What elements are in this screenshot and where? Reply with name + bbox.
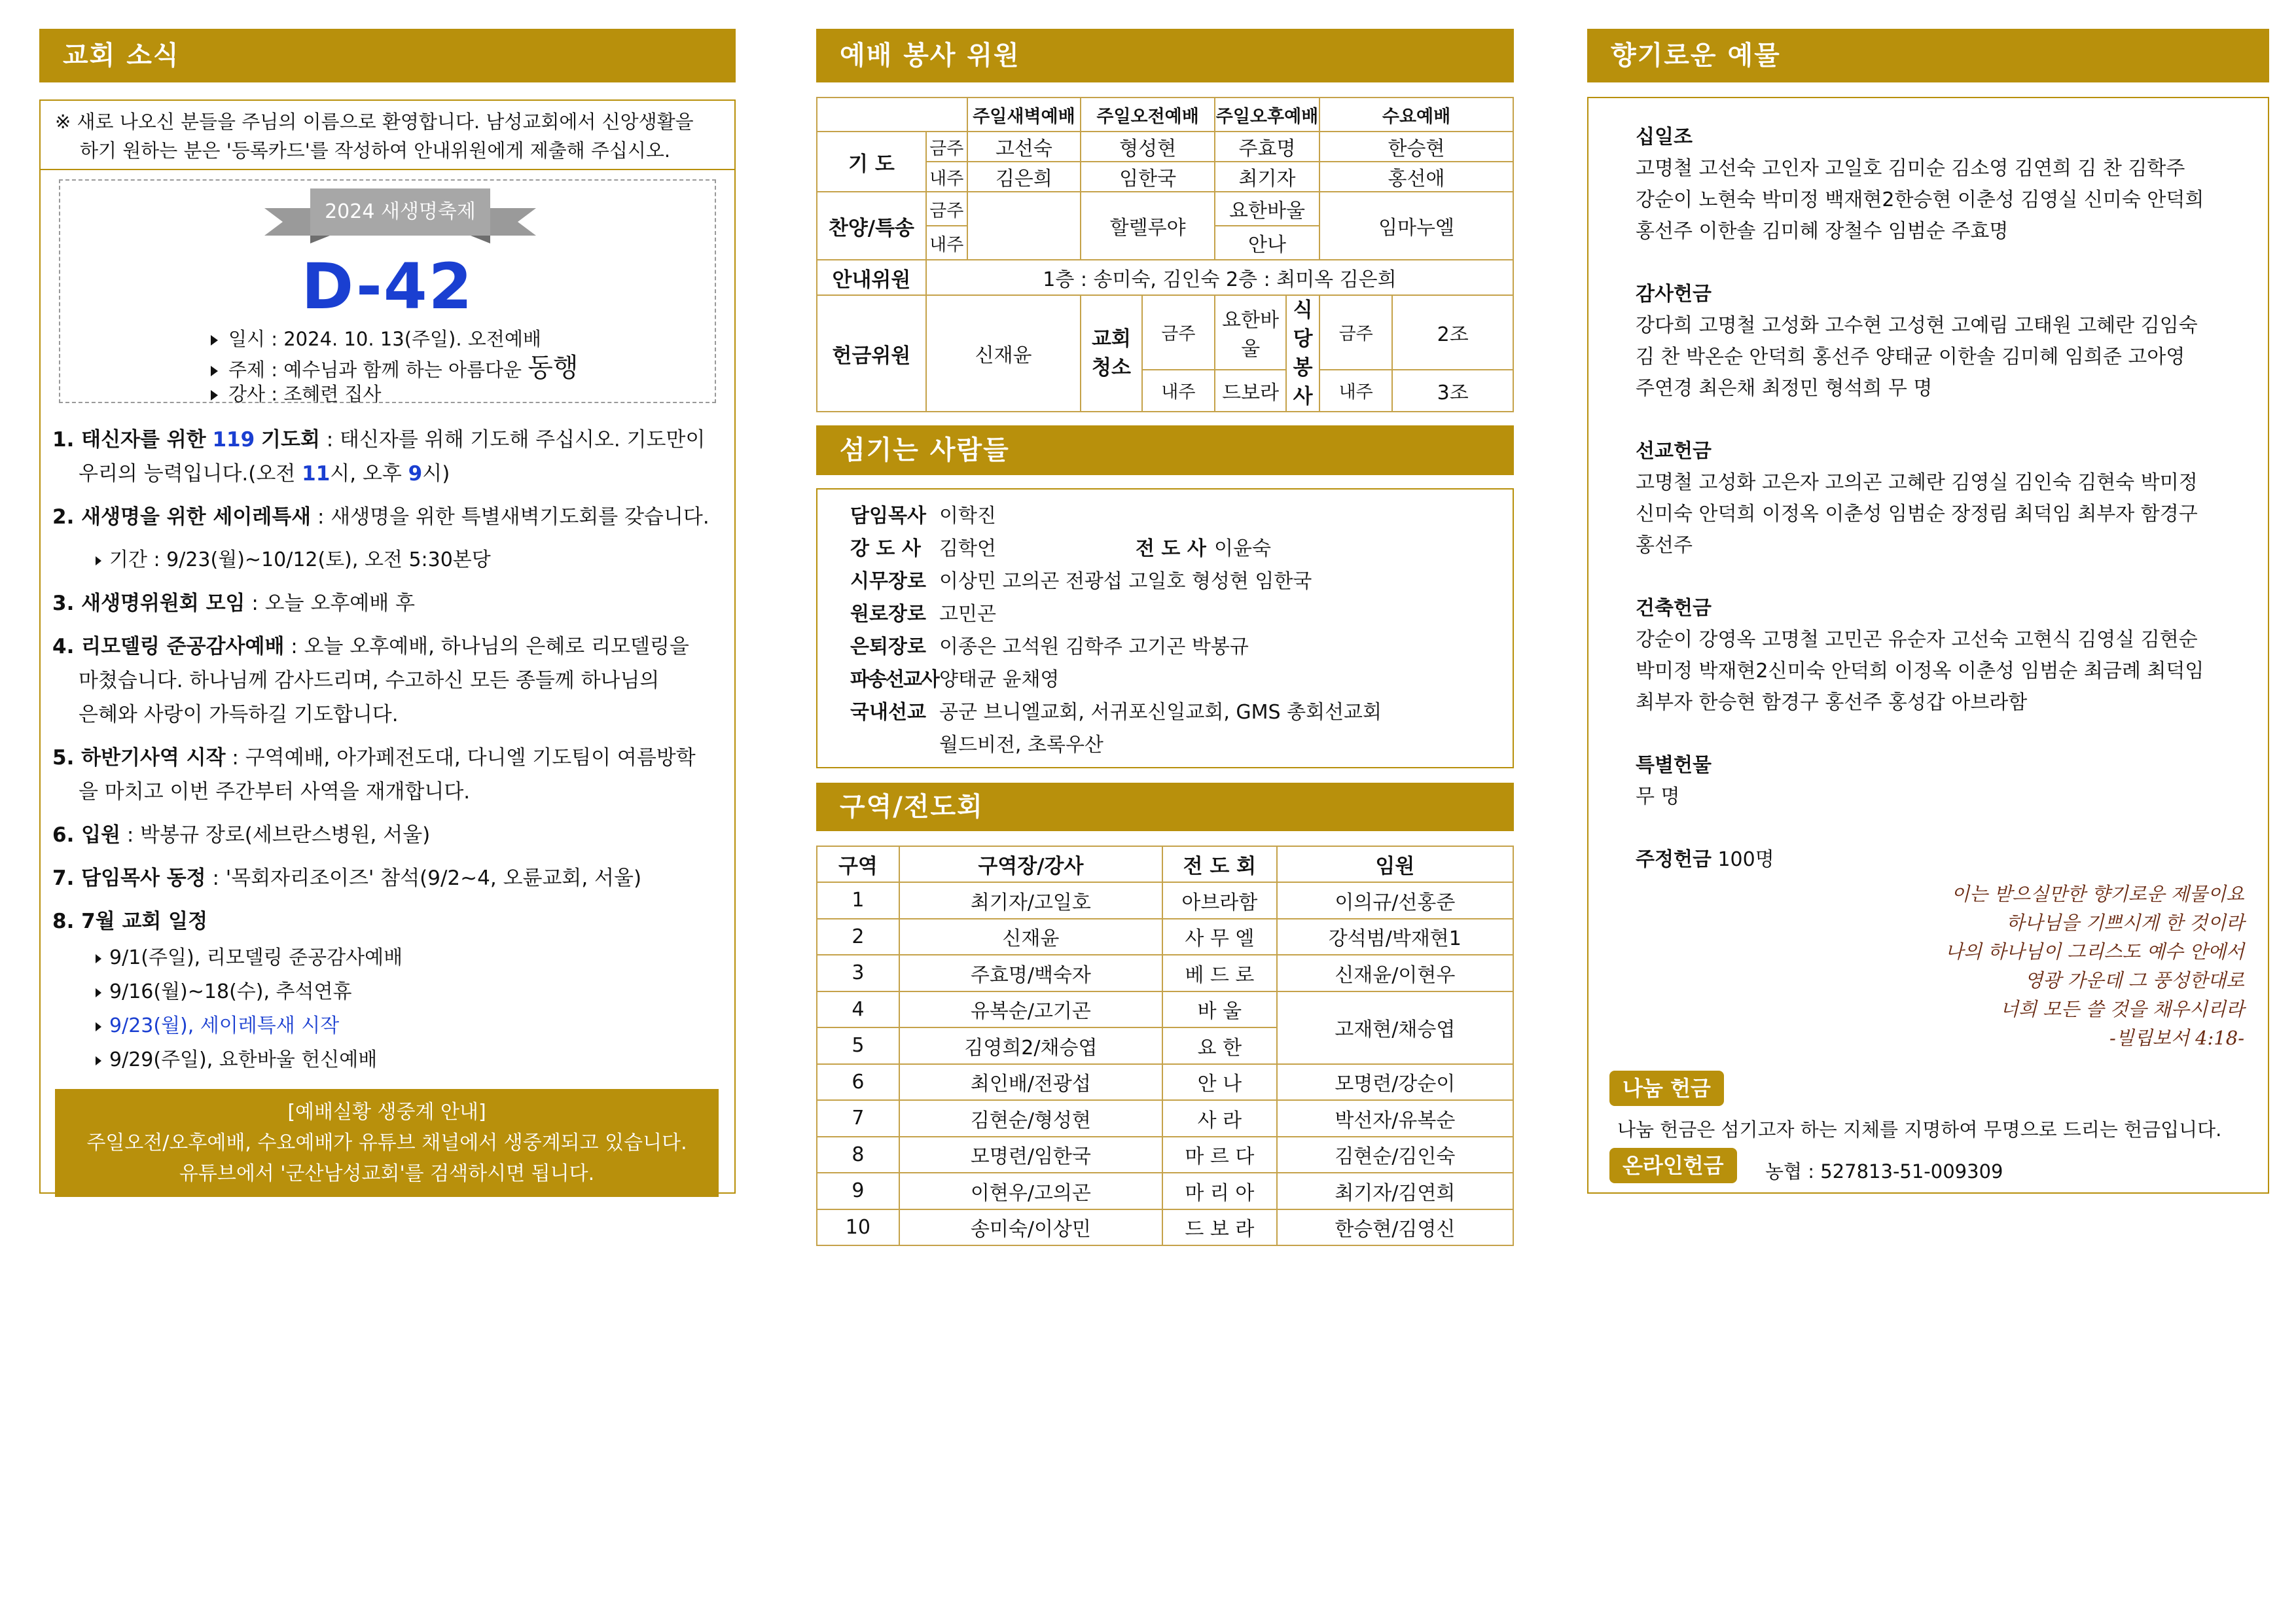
people-names: 김학언 <box>939 537 996 560</box>
col-leader: 구역장/강사 <box>899 846 1162 882</box>
districts-header: 구역/전도회 <box>816 783 1514 831</box>
choir-cell: 임마누엘 <box>1319 192 1513 260</box>
service-header-row <box>817 98 1513 132</box>
cell: 10 <box>817 1209 899 1246</box>
schedule-item <box>52 975 719 1009</box>
special-label: 특별헌물 <box>1636 754 1712 777</box>
event-speaker <box>211 381 382 407</box>
thanks-names: 주연경 최은채 최정민 형석희 무 명 <box>1636 377 1933 400</box>
cell: 요 한 <box>1162 1027 1277 1064</box>
table-row <box>817 1209 1513 1246</box>
schedule-text: 9/1(주일), 리모델링 준공감사예배 <box>109 946 403 969</box>
news-item-7 <box>52 861 719 895</box>
tithe-label: 십일조 <box>1636 126 1693 149</box>
bullet-triangle-icon <box>211 366 218 376</box>
item-text: : 오늘 오후예배, 하나님의 은혜로 리모델링을 <box>284 635 689 658</box>
schedule-item <box>52 1043 719 1077</box>
cell: 신재윤 <box>899 919 1162 955</box>
cell: 1 <box>817 882 899 919</box>
next-week-label: 내주 <box>1142 370 1215 412</box>
cell: 최인배/전광섭 <box>899 1064 1162 1101</box>
bullet-triangle-icon <box>96 988 101 997</box>
people-names: 이학진 <box>939 505 996 527</box>
tithe-names: 강순이 노현숙 박미정 백재현2한승현 이춘성 김영실 신미숙 안덕희 <box>1636 188 2204 211</box>
schedule-item <box>52 1009 719 1043</box>
live-stream-notice <box>55 1089 719 1197</box>
people-label: 원로장로 <box>850 603 926 626</box>
usher-label: 안내위원 <box>817 260 926 295</box>
news-item-5 <box>52 741 719 809</box>
spacer <box>1636 562 2268 593</box>
cleaning-cell: 요한바울 <box>1215 295 1286 370</box>
item-text: : 구역예배, 아가페전도대, 다니엘 기도팀이 여름방학 <box>225 746 696 770</box>
table-row <box>817 1100 1513 1137</box>
people-label: 파송선교사 <box>850 668 939 691</box>
people-label: 국내선교 <box>850 701 926 724</box>
cell: 마 리 아 <box>1162 1173 1277 1209</box>
table-row <box>817 1173 1513 1209</box>
table-row <box>817 955 1513 991</box>
tithe-names: 홍선주 이한솔 김미혜 장철수 임범순 주효명 <box>1636 220 2009 243</box>
spacer <box>1636 719 2268 750</box>
item-title: 1. 태신자를 위한 <box>52 428 206 452</box>
people-continuation: 월드비전, 초록우산 <box>939 734 1103 757</box>
people-label: 강 도 사 <box>850 537 921 560</box>
cell: 7 <box>817 1100 899 1137</box>
people-row <box>850 696 1513 729</box>
church-news-header: 교회 소식 <box>39 29 736 82</box>
sharing-offering-text: 나눔 헌금은 섬기고자 하는 지체를 지명하여 무명으로 드리는 헌금입니다. <box>1617 1118 2222 1141</box>
people-names: 이윤숙 <box>1214 537 1271 560</box>
cell: 고재현/채승엽 <box>1277 991 1513 1064</box>
news-item-6 <box>52 818 719 852</box>
people-label: 은퇴장로 <box>850 635 926 658</box>
choir-cell: 할렐루야 <box>1081 192 1215 260</box>
meal-label <box>1286 295 1319 412</box>
thanks-label: 감사헌금 <box>1636 283 1712 306</box>
people-names: 고민곤 <box>939 603 996 626</box>
col-mission-group: 전 도 회 <box>1162 846 1277 882</box>
item-sub-text: 기간 : 9/23(월)~10/12(토), 오전 5:30본당 <box>109 548 491 571</box>
cell: 최기자/고일호 <box>899 882 1162 919</box>
offering-header: 향기로운 예물 <box>1587 29 2269 82</box>
table-row <box>817 1064 1513 1101</box>
schedule-item <box>52 941 719 975</box>
bullet-triangle-icon <box>96 1056 101 1065</box>
item-title: 4. 리모델링 준공감사예배 <box>52 635 285 658</box>
service-header: 예배 봉사 위원 <box>816 29 1514 82</box>
people-row <box>850 631 1513 664</box>
people-label: 담임목사 <box>850 505 926 527</box>
item-continuation: 마쳤습니다. 하나님께 감사드리며, 수고하신 모든 종들께 하나님의 <box>79 669 660 692</box>
choir-cell: 요한바울 <box>1215 192 1319 226</box>
offering-column <box>1587 29 2269 1194</box>
bullet-triangle-icon <box>96 556 101 565</box>
offering-box <box>1587 97 2269 1194</box>
choir-label: 찬양/특송 <box>817 192 926 260</box>
choir-cell: 안나 <box>1215 226 1319 260</box>
people-list <box>817 490 1513 762</box>
people-names: 양태균 윤채영 <box>939 668 1060 691</box>
verse-line: 너희 모든 쓸 것을 채우시리라 <box>2000 998 2244 1020</box>
col-afternoon: 주일오후예배 <box>1215 98 1319 132</box>
item-highlight: 9 <box>408 462 423 486</box>
mission-names: 홍선주 <box>1636 534 1693 557</box>
cell: 최기자/김연희 <box>1277 1173 1513 1209</box>
cell: 바 울 <box>1162 991 1277 1028</box>
schedule-text: 9/16(월)~18(수), 추석연휴 <box>109 980 352 1003</box>
live-stream-line-1: 주일오전/오후예배, 수요예배가 유튜브 채널에서 생중계되고 있습니다. <box>86 1132 687 1154</box>
prayer-cell: 형성현 <box>1081 132 1215 162</box>
mission-names: 신미숙 안덕희 이정옥 이춘성 임범순 장정림 최덕임 최부자 함경구 <box>1636 503 2198 526</box>
cell: 베 드 로 <box>1162 955 1277 991</box>
item-text: : 태신자를 위해 기도해 주십시오. 기도만이 <box>319 428 706 452</box>
sharing-offering-badge: 나눔 헌금 <box>1609 1071 1724 1106</box>
item-title: 8. 7월 교회 일정 <box>52 910 208 933</box>
news-item-3 <box>52 586 719 620</box>
cell: 모명련/강순이 <box>1277 1064 1513 1101</box>
item-continuation <box>52 457 719 491</box>
cell: 이의규/선홍준 <box>1277 882 1513 919</box>
cell: 아브라함 <box>1162 882 1277 919</box>
event-theme-emphasis: 동행 <box>528 353 579 383</box>
mission-names: 고명철 고성화 고은자 고의곤 고혜란 김영실 김인숙 김현숙 박미정 <box>1636 471 2198 494</box>
people-row <box>850 598 1513 631</box>
this-week-label: 금주 <box>926 132 967 162</box>
cleaning-label <box>1081 295 1141 412</box>
people-names: 이상민 고의곤 전광섭 고일호 형성현 임한국 <box>939 570 1312 593</box>
item-title: 6. 입원 <box>52 823 121 847</box>
welcome-line-1: ※ 새로 나오신 분들을 주님의 이름으로 환영합니다. 남성교회에서 신앙생활을 <box>55 111 694 133</box>
table-row <box>817 882 1513 919</box>
bullet-triangle-icon <box>211 335 218 346</box>
cell: 김현순/김인숙 <box>1277 1137 1513 1173</box>
item-highlight: 11 <box>302 462 331 486</box>
dday-counter: D-42 <box>301 250 474 323</box>
people-label: 전 도 사 <box>1136 537 1206 560</box>
event-speaker-text: 강사 : 조혜련 집사 <box>228 383 382 405</box>
meal-cell: 2조 <box>1392 295 1513 370</box>
table-row <box>817 1137 1513 1173</box>
next-week-label: 내주 <box>1319 370 1392 412</box>
verse-line: 하나님을 기쁘시게 한 것이라 <box>2006 912 2244 934</box>
building-names: 강순이 강영옥 고명철 고민곤 유순자 고선숙 고현식 김영실 김현순 <box>1636 628 2198 651</box>
item-title: 7. 담임목사 동정 <box>52 866 206 890</box>
cell: 신재윤/이현우 <box>1277 955 1513 991</box>
tithe-names: 고명철 고선숙 고인자 고일호 김미순 김소영 김연희 김 찬 김학주 <box>1636 157 2185 180</box>
districts-header-row <box>817 846 1513 882</box>
cleaning-label-2: 청소 <box>1092 356 1131 380</box>
item-continuation: 을 마치고 이번 주간부터 사역을 재개합니다. <box>79 780 471 804</box>
cell: 3 <box>817 955 899 991</box>
event-theme <box>211 355 579 383</box>
choir-row-this <box>817 192 1513 226</box>
meal-cell: 3조 <box>1392 370 1513 412</box>
cell: 4 <box>817 991 899 1028</box>
choir-dawn-empty <box>967 192 1081 260</box>
cell: 9 <box>817 1173 899 1209</box>
service-table <box>816 97 1514 412</box>
item-title: 2. 새생명을 위한 세이레특새 <box>52 505 312 529</box>
scripture-verse <box>1945 880 2244 1052</box>
col-morning: 주일오전예배 <box>1081 98 1215 132</box>
people-names: 이종은 고석원 김학주 고기곤 박봉규 <box>939 635 1249 658</box>
col-wednesday: 수요예배 <box>1319 98 1513 132</box>
news-items <box>41 403 734 1077</box>
weekly-offering <box>1636 844 2268 876</box>
table-row <box>817 919 1513 955</box>
usher-cell: 1층 : 송미숙, 김인숙 2층 : 최미옥 김은희 <box>926 260 1513 295</box>
bullet-triangle-icon <box>96 1022 101 1031</box>
offering-cell: 신재윤 <box>926 295 1081 412</box>
prayer-cell: 주효명 <box>1215 132 1319 162</box>
building-names: 박미정 박재현2신미숙 안덕희 이정옥 이춘성 임범순 최금례 최덕임 <box>1636 660 2204 683</box>
event-date <box>211 326 541 352</box>
verse-line: 이는 받으실만한 향기로운 제물이요 <box>1951 883 2244 905</box>
cell: 김현순/형성현 <box>899 1100 1162 1137</box>
item-text: : 새생명을 위한 특별새벽기도회를 갖습니다. <box>311 505 709 529</box>
cell: 드 보 라 <box>1162 1209 1277 1246</box>
cell: 6 <box>817 1064 899 1101</box>
cell: 유복순/고기곤 <box>899 991 1162 1028</box>
live-stream-line-2: 유튜브에서 '군산남성교회'를 검색하시면 됩니다. <box>179 1162 595 1185</box>
event-theme-text: 주제 : 예수님과 함께 하는 아름다운 <box>228 359 522 381</box>
building-names: 최부자 한승현 함경구 홍선주 홍성갑 아브라함 <box>1636 691 2028 714</box>
weekly-label: 주정헌금 <box>1636 848 1712 871</box>
prayer-cell: 김은희 <box>967 162 1081 192</box>
people-header: 섬기는 사람들 <box>816 425 1514 475</box>
this-week-label: 금주 <box>926 192 967 226</box>
schedule-text: 9/29(주일), 요한바울 헌신예배 <box>109 1048 378 1071</box>
item-highlight: 119 <box>212 428 255 452</box>
people-row <box>850 533 1513 565</box>
people-row <box>850 500 1513 533</box>
cell: 김영희2/채승엽 <box>899 1027 1162 1064</box>
cell: 모명련/임한국 <box>899 1137 1162 1173</box>
cell: 주효명/백숙자 <box>899 955 1162 991</box>
table-row <box>817 991 1513 1028</box>
meal-label-1: 식당 <box>1293 298 1313 351</box>
cell: 박선자/유복순 <box>1277 1100 1513 1137</box>
people-row <box>850 664 1513 696</box>
offering-label: 헌금위원 <box>817 295 926 412</box>
item-text: : 오늘 오후예배 후 <box>245 592 415 615</box>
people-box <box>816 488 1514 768</box>
item-continuation: 은혜와 사랑이 가득하길 기도합니다. <box>79 703 399 726</box>
people-label: 시무장로 <box>850 570 926 593</box>
offering-list <box>1588 98 2268 876</box>
prayer-cell: 한승현 <box>1319 132 1513 162</box>
cell: 2 <box>817 919 899 955</box>
thanks-names: 강다희 고명철 고성화 고수현 고성현 고예림 고태원 고혜란 김임숙 <box>1636 314 2198 337</box>
church-news-box <box>39 99 736 1194</box>
verse-line: 영광 가운데 그 풍성한대로 <box>2024 969 2244 991</box>
spacer <box>1636 247 2268 279</box>
cell: 사 라 <box>1162 1100 1277 1137</box>
next-week-label: 내주 <box>926 162 967 192</box>
prayer-cell: 홍선애 <box>1319 162 1513 192</box>
special-names: 무 명 <box>1636 785 1680 808</box>
item-text: : 박봉규 장로(세브란스병원, 서울) <box>120 823 431 847</box>
cell: 사 무 엘 <box>1162 919 1277 955</box>
corner-cell <box>817 98 967 132</box>
item-text: 시, 오후 <box>330 462 402 486</box>
festival-announcement <box>59 179 716 403</box>
cell: 안 나 <box>1162 1064 1277 1101</box>
item-title: 3. 새생명위원회 모임 <box>52 592 245 615</box>
cell: 송미숙/이상민 <box>899 1209 1162 1246</box>
spacer <box>1636 404 2268 436</box>
schedule-text: 9/23(월), 세이레특새 시작 <box>109 1014 340 1037</box>
cell: 8 <box>817 1137 899 1173</box>
live-stream-title: [예배실황 생중계 안내] <box>287 1101 486 1124</box>
verse-reference: -빌립보서 4:18- <box>2109 1027 2244 1049</box>
prayer-cell: 임한국 <box>1081 162 1215 192</box>
meal-label-2: 봉사 <box>1293 356 1313 408</box>
thanks-names: 김 찬 박온순 안덕희 홍선주 양태균 이한솔 김미혜 임희준 고아영 <box>1636 346 2185 368</box>
online-account-number: 농협 : 527813-51-009309 <box>1765 1160 2003 1183</box>
people-names: 공군 브니엘교회, 서귀포신일교회, GMS 총회선교회 <box>939 701 1382 724</box>
item-title: 기도회 <box>261 428 320 452</box>
news-item-1 <box>52 423 719 491</box>
usher-row <box>817 260 1513 295</box>
next-week-label: 내주 <box>926 226 967 260</box>
item-title: 5. 하반기사역 시작 <box>52 746 226 770</box>
cell: 이현우/고의곤 <box>899 1173 1162 1209</box>
news-item-4 <box>52 630 719 732</box>
bullet-triangle-icon <box>96 954 101 963</box>
cleaning-cell: 드보라 <box>1215 370 1286 412</box>
cleaning-label-1: 교회 <box>1092 327 1131 351</box>
weekly-value: 100명 <box>1717 848 1774 871</box>
building-label: 건축헌금 <box>1636 597 1712 620</box>
bullet-triangle-icon <box>211 390 218 401</box>
cell: 강석범/박재현1 <box>1277 919 1513 955</box>
prayer-label: 기 도 <box>817 132 926 192</box>
online-offering-badge: 온라인헌금 <box>1609 1148 1737 1183</box>
service-column <box>816 29 1514 1246</box>
event-date-text: 일시 : 2024. 10. 13(주일). 오전예배 <box>228 328 541 350</box>
welcome-notice <box>41 101 734 170</box>
cell: 한승현/김영신 <box>1277 1209 1513 1246</box>
verse-line: 나의 하나님이 그리스도 예수 안에서 <box>1945 940 2244 963</box>
col-district: 구역 <box>817 846 899 882</box>
this-week-label: 금주 <box>1142 295 1215 370</box>
mission-label: 선교헌금 <box>1636 440 1712 463</box>
prayer-cell: 고선숙 <box>967 132 1081 162</box>
item-text: : '목회자리조이즈' 참석(9/2~4, 오륜교회, 서울) <box>206 866 642 890</box>
church-news-column <box>39 29 736 1194</box>
welcome-line-2: 하기 원하는 분은 '등록카드'를 작성하여 안내위원에게 제출해 주십시오. <box>80 139 671 162</box>
prayer-cell: 최기자 <box>1215 162 1319 192</box>
item-text: 우리의 능력입니다.(오전 <box>79 462 296 486</box>
col-dawn: 주일새벽예배 <box>967 98 1081 132</box>
col-officers: 임원 <box>1277 846 1513 882</box>
this-week-label: 금주 <box>1319 295 1392 370</box>
people-row <box>850 565 1513 598</box>
cell: 마 르 다 <box>1162 1137 1277 1173</box>
districts-table <box>816 846 1514 1246</box>
offering-row-this <box>817 295 1513 370</box>
news-item-8 <box>52 904 719 938</box>
item-sub <box>52 543 719 577</box>
prayer-row-this <box>817 132 1513 162</box>
festival-banner-text: 2024 새생명축제 <box>325 200 476 223</box>
news-item-2 <box>52 500 719 577</box>
spacer <box>1636 813 2268 844</box>
item-text: 시) <box>422 462 450 486</box>
cell: 5 <box>817 1027 899 1064</box>
